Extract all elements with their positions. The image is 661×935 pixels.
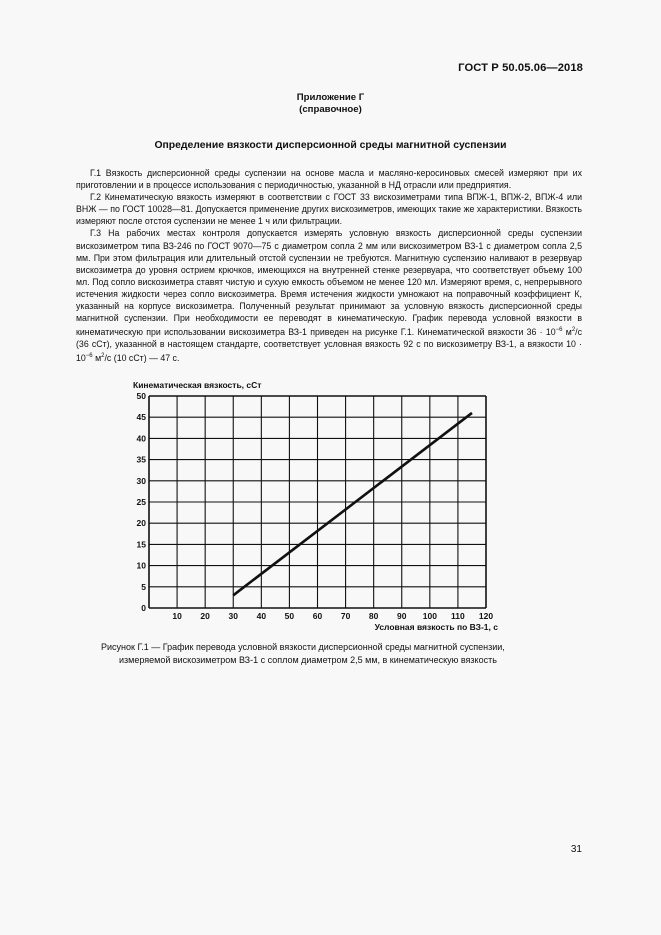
y-tick-label: 45 bbox=[136, 412, 146, 423]
y-tick-label: 5 bbox=[141, 581, 146, 592]
x-tick-label: 120 bbox=[478, 611, 494, 621]
x-tick-label: 80 bbox=[368, 611, 379, 621]
x-tick-label: 110 bbox=[451, 611, 465, 621]
x-tick-label: 90 bbox=[397, 611, 407, 621]
paragraph-g1: Г.1 Вязкость дисперсионной среды суспензии на основе масла и масляно-керосиновых смесей измеряют при их приготовлении и в процессе использования с периодичностью, указанной в НД отрасли или предприятия. bbox=[76, 168, 582, 191]
page-number: 31 bbox=[570, 844, 582, 855]
grid bbox=[149, 396, 486, 608]
y-tick-label: 15 bbox=[136, 539, 146, 550]
paragraph-g3-text-2: м bbox=[562, 327, 572, 338]
series bbox=[233, 413, 472, 595]
exponent-3: −6 bbox=[85, 353, 93, 360]
paragraph-g3-text-5: /с (10 сСт) — 47 с. bbox=[104, 353, 180, 364]
y-tick-label: 40 bbox=[136, 433, 146, 444]
paragraph-g3-text-4: м bbox=[92, 353, 102, 364]
x-axis-label: Условная вязкость по ВЗ-1, с bbox=[374, 622, 498, 632]
caption-line-2: измеряемой вискозиметром ВЗ-1 с соплом диаметром 2,5 мм, в кинематическую вязкость bbox=[119, 654, 497, 665]
exponent-1: −6 bbox=[555, 327, 563, 334]
x-tick-label: 50 bbox=[284, 611, 295, 621]
caption-line-1: Рисунок Г.1 — График перевода условной вязкости дисперсионной среды магнитной суспензии, bbox=[101, 642, 505, 652]
y-tick-label: 0 bbox=[141, 603, 146, 613]
y-axis-label: Кинематическая вязкость, сСт bbox=[133, 380, 262, 390]
x-tick-label: 100 bbox=[422, 611, 437, 621]
y-tick-label: 10 bbox=[136, 560, 146, 571]
figure-caption bbox=[101, 641, 571, 666]
y-tick-label: 25 bbox=[136, 497, 146, 507]
exponent-2: 2 bbox=[571, 327, 576, 334]
x-tick-label: 70 bbox=[340, 611, 351, 621]
x-tick-label: 20 bbox=[200, 611, 210, 621]
x-tick-label: 40 bbox=[256, 611, 267, 621]
paragraph-g3-text-1: Г.3 На рабочих местах контроля допускается измерять условную вязкость дисперсионной среды суспензии вискозиметром типа ВЗ-246 по ГОСТ 9070—75 с диаметром сопла 2 мм или вискозиметром ВЗ-1 с диаметром сопла 2,5 мм. При этом фильтрация или длительный отстой суспензии не требуются. Магнитную суспензию наливают в резервуар вискозиметра до уровня острием крючков, имеющихся на внутренней стенке резервуара, что соответствует объему 100 мл. Под сопло вискозиметра ставят чистую и сухую емкость объемом не менее 120 мл. Измеряют время, с, непрерывного истечения жидкости через сопло вискозиметра. Время истечения жидкости умножают на поправочный коэффициент К, указанный на корпусе вискозиметра. Полученный результат принимают за условную вязкость дисперсионной среды магнитной суспензии. При необходимости ее переводят в кинематическую. График перевода условной вязкости в кинематическую при использовании вискозиметра ВЗ-1 приведен на рисунке Г.1. Кинематической вязкости 36 · 10 bbox=[76, 228, 582, 338]
conversion-line bbox=[233, 413, 472, 595]
y-tick-label: 30 bbox=[136, 475, 146, 486]
y-tick-label: 20 bbox=[136, 518, 146, 529]
x-tick-label: 10 bbox=[172, 611, 182, 621]
x-tick-label: 30 bbox=[228, 611, 238, 621]
y-tick-label: 35 bbox=[136, 454, 146, 465]
exponent-4: 2 bbox=[101, 353, 105, 360]
section-title: Определение вязкости дисперсионной среды магнитной суспензии bbox=[154, 140, 507, 151]
appendix-title: Приложение Г bbox=[296, 92, 365, 103]
y-tick-label: 50 bbox=[136, 391, 146, 401]
paragraph-g3-text-3: /с (36 сСт), указанной в настоящем стандарте, соответствует условная вязкость 92 с по вискозиметру ВЗ-1, а вязкости 10 · 10 bbox=[76, 327, 582, 364]
x-tick-label: 60 bbox=[312, 611, 323, 621]
appendix-kind: (справочное) bbox=[299, 104, 362, 115]
paragraph-g2: Г.2 Кинематическую вязкость измеряют в соответствии с ГОСТ 33 вискозиметрами типа ВПЖ-1, ВПЖ-2, ВПЖ-4 или ВНЖ — по ГОСТ 10028—81. Допускается применение других вискозиметров, имеющих такие же характеристики. Вязкость измеряют после отстоя суспензии не менее 1 ч или фильтрации. bbox=[76, 192, 582, 227]
standard-header: ГОСТ Р 50.05.06—2018 bbox=[458, 62, 583, 74]
